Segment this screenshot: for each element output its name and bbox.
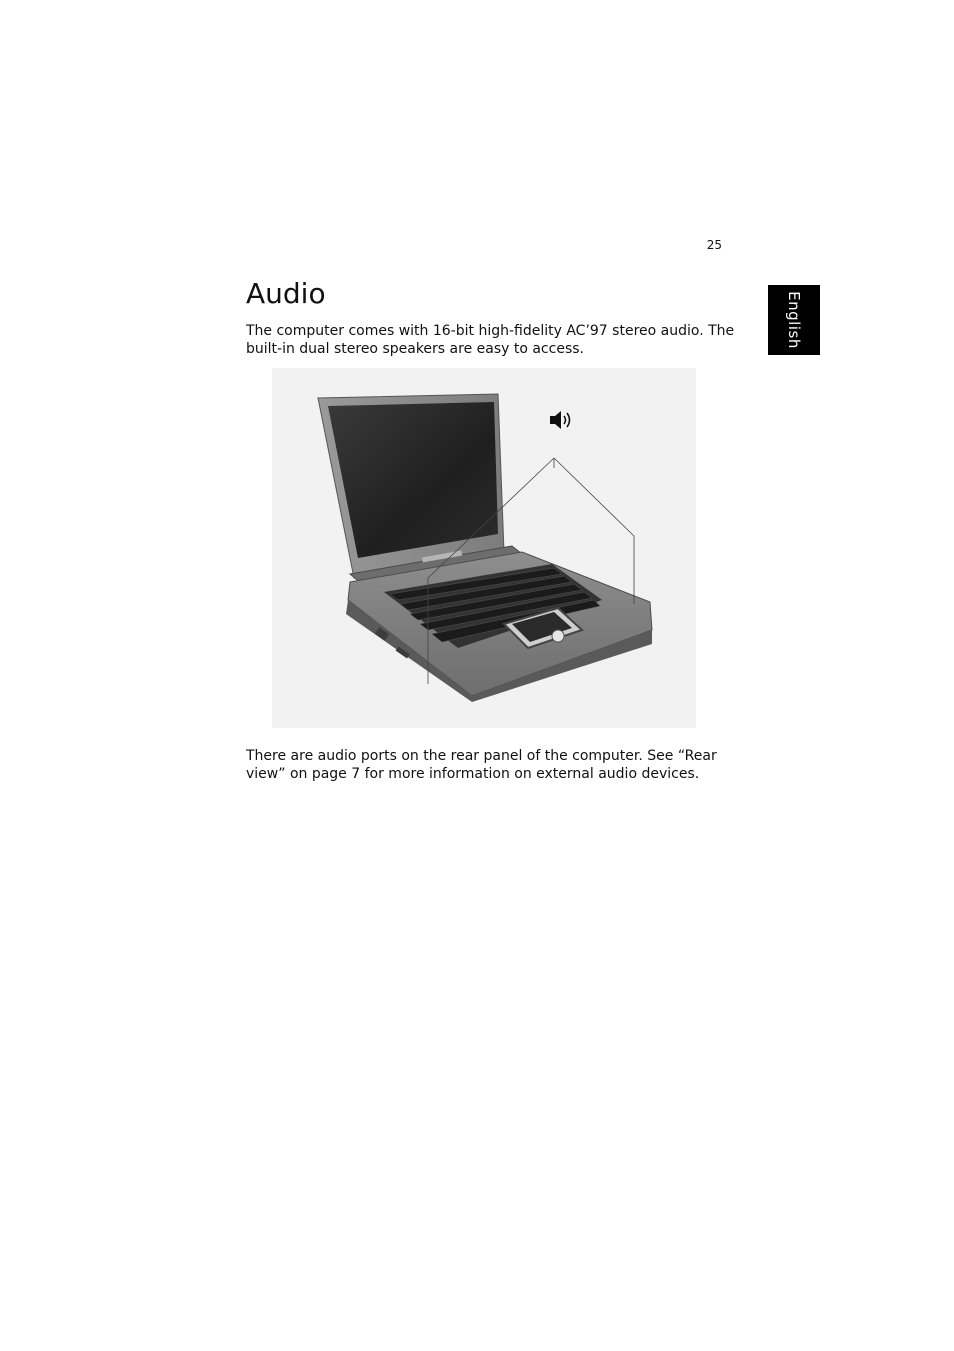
language-tab-label: English xyxy=(785,291,803,349)
intro-line-2: built-in dual stereo speakers are easy to access. xyxy=(246,341,584,357)
section-title: Audio xyxy=(246,277,326,310)
intro-paragraph xyxy=(246,322,735,358)
laptop-speaker-figure xyxy=(272,368,696,728)
intro-line-1: The computer comes with 16-bit high-fidelity AC’97 stereo audio. The xyxy=(246,323,735,339)
rear-line-1: There are audio ports on the rear panel of the computer. See “Rear xyxy=(246,748,717,764)
laptop-illustration xyxy=(272,368,696,728)
rear-ports-paragraph xyxy=(246,747,726,783)
speaker-icon xyxy=(548,410,574,430)
page-number: 25 xyxy=(706,238,722,252)
language-tab xyxy=(768,285,820,355)
rear-line-2: view” on page 7 for more information on external audio devices. xyxy=(246,766,700,782)
